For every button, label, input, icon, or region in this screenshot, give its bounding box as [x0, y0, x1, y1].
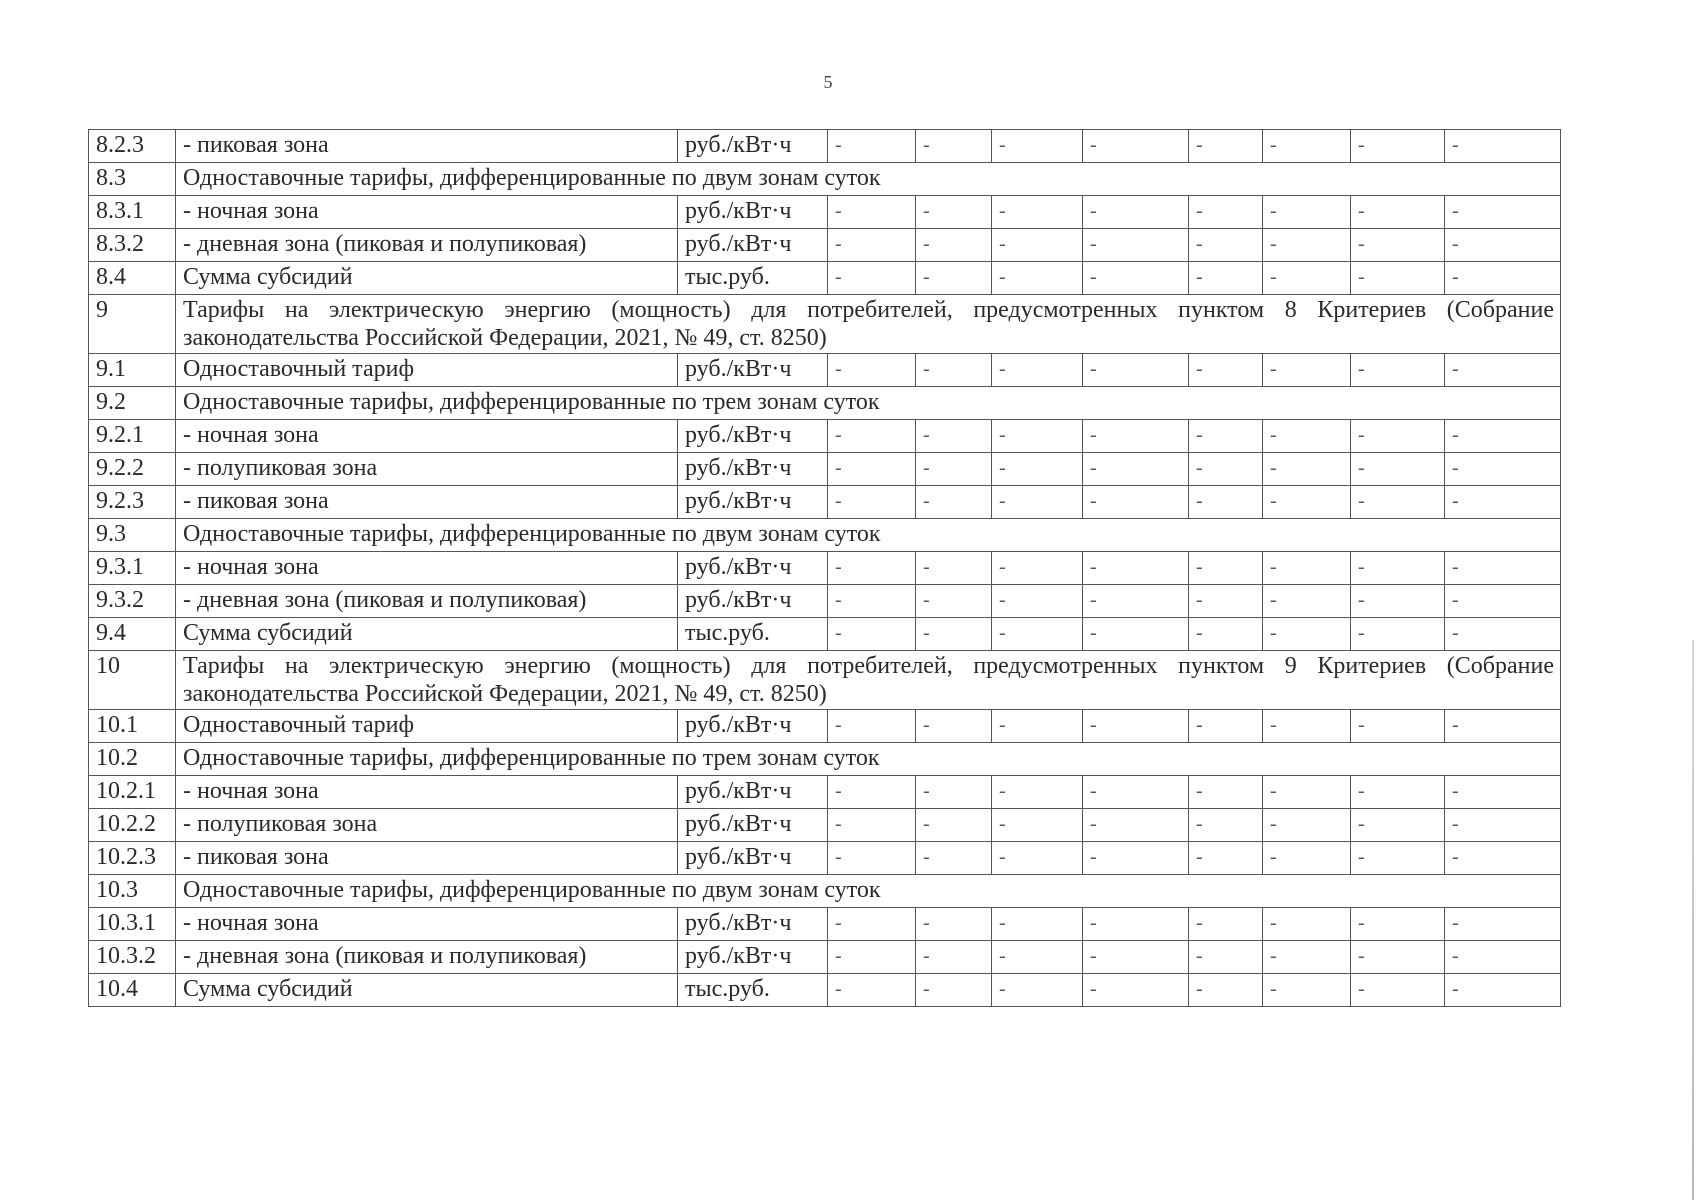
row-code: 10.4	[89, 974, 176, 1007]
table-row	[89, 618, 1561, 651]
row-name: - ночная зона	[176, 196, 678, 229]
value-cell: -	[916, 262, 992, 295]
value-cell: -	[1445, 585, 1561, 618]
row-code: 9.2.2	[89, 453, 176, 486]
table-row	[89, 974, 1561, 1007]
value-cell: -	[828, 908, 916, 941]
row-unit: руб./кВт·ч	[678, 842, 828, 875]
row-code: 10.2.3	[89, 842, 176, 875]
value-cell: -	[1083, 229, 1189, 262]
value-cell: -	[828, 585, 916, 618]
section-title: Одноставочные тарифы, дифференцированные по трем зонам суток	[176, 387, 1561, 420]
value-cell: -	[1083, 618, 1189, 651]
value-cell: -	[828, 130, 916, 163]
row-code: 9.1	[89, 354, 176, 387]
scan-edge-shadow	[1692, 640, 1694, 1200]
value-cell: -	[916, 196, 992, 229]
row-name: - пиковая зона	[176, 842, 678, 875]
value-cell: -	[1083, 262, 1189, 295]
section-title: Тарифы на электрическую энергию (мощность) для потребителей, предусмотренных пунктом 8 Критериев (Собрание законодательства Российской Федерации, 2021, № 49, ст. 8250)	[176, 295, 1561, 354]
row-code: 10.3	[89, 875, 176, 908]
table-row	[89, 130, 1561, 163]
value-cell: -	[1263, 941, 1351, 974]
value-cell: -	[1083, 196, 1189, 229]
row-name: Одноставочный тариф	[176, 354, 678, 387]
value-cell: -	[1351, 941, 1445, 974]
value-cell: -	[1189, 710, 1263, 743]
row-unit: руб./кВт·ч	[678, 585, 828, 618]
value-cell: -	[1263, 974, 1351, 1007]
value-cell: -	[1445, 262, 1561, 295]
value-cell: -	[916, 552, 992, 585]
value-cell: -	[1445, 229, 1561, 262]
value-cell: -	[828, 453, 916, 486]
value-cell: -	[992, 585, 1083, 618]
value-cell: -	[1189, 776, 1263, 809]
table-row	[89, 908, 1561, 941]
row-code: 9.3	[89, 519, 176, 552]
value-cell: -	[1263, 196, 1351, 229]
row-code: 10.2.1	[89, 776, 176, 809]
value-cell: -	[1263, 229, 1351, 262]
value-cell: -	[1351, 130, 1445, 163]
value-cell: -	[1189, 974, 1263, 1007]
value-cell: -	[1351, 552, 1445, 585]
row-name: - пиковая зона	[176, 486, 678, 519]
value-cell: -	[1263, 130, 1351, 163]
row-unit: руб./кВт·ч	[678, 130, 828, 163]
value-cell: -	[1263, 618, 1351, 651]
value-cell: -	[1189, 809, 1263, 842]
value-cell: -	[992, 453, 1083, 486]
value-cell: -	[1351, 229, 1445, 262]
section-title: Тарифы на электрическую энергию (мощность) для потребителей, предусмотренных пунктом 9 Критериев (Собрание законодательства Российской Федерации, 2021, № 49, ст. 8250)	[176, 651, 1561, 710]
table-section-row	[89, 519, 1561, 552]
row-unit: тыс.руб.	[678, 262, 828, 295]
table-row	[89, 552, 1561, 585]
value-cell: -	[1445, 941, 1561, 974]
row-unit: руб./кВт·ч	[678, 453, 828, 486]
value-cell: -	[1351, 354, 1445, 387]
table-row	[89, 941, 1561, 974]
value-cell: -	[1083, 486, 1189, 519]
value-cell: -	[1445, 710, 1561, 743]
value-cell: -	[1263, 776, 1351, 809]
row-name: - дневная зона (пиковая и полупиковая)	[176, 229, 678, 262]
row-code: 8.3.2	[89, 229, 176, 262]
value-cell: -	[1189, 941, 1263, 974]
value-cell: -	[1351, 974, 1445, 1007]
value-cell: -	[828, 486, 916, 519]
value-cell: -	[828, 354, 916, 387]
value-cell: -	[1083, 420, 1189, 453]
value-cell: -	[1263, 842, 1351, 875]
row-code: 9.3.1	[89, 552, 176, 585]
row-unit: руб./кВт·ч	[678, 710, 828, 743]
value-cell: -	[1263, 453, 1351, 486]
section-title: Одноставочные тарифы, дифференцированные по трем зонам суток	[176, 743, 1561, 776]
row-name: Одноставочный тариф	[176, 710, 678, 743]
row-code: 9.2	[89, 387, 176, 420]
value-cell: -	[828, 552, 916, 585]
row-unit: руб./кВт·ч	[678, 354, 828, 387]
value-cell: -	[1445, 552, 1561, 585]
value-cell: -	[1083, 974, 1189, 1007]
row-code: 8.3	[89, 163, 176, 196]
value-cell: -	[1445, 842, 1561, 875]
row-name: Сумма субсидий	[176, 262, 678, 295]
table-row	[89, 842, 1561, 875]
value-cell: -	[1083, 908, 1189, 941]
value-cell: -	[916, 585, 992, 618]
value-cell: -	[992, 486, 1083, 519]
value-cell: -	[992, 196, 1083, 229]
row-name: - ночная зона	[176, 420, 678, 453]
value-cell: -	[1445, 809, 1561, 842]
value-cell: -	[1263, 809, 1351, 842]
row-code: 10	[89, 651, 176, 710]
tariff-table-body	[89, 130, 1561, 1007]
row-code: 10.3.2	[89, 941, 176, 974]
value-cell: -	[1351, 585, 1445, 618]
value-cell: -	[1351, 453, 1445, 486]
value-cell: -	[916, 453, 992, 486]
value-cell: -	[828, 974, 916, 1007]
value-cell: -	[1445, 974, 1561, 1007]
value-cell: -	[1445, 453, 1561, 486]
row-name: - дневная зона (пиковая и полупиковая)	[176, 585, 678, 618]
table-row	[89, 420, 1561, 453]
row-name: - полупиковая зона	[176, 809, 678, 842]
section-title: Одноставочные тарифы, дифференцированные по двум зонам суток	[176, 163, 1561, 196]
value-cell: -	[1189, 618, 1263, 651]
value-cell: -	[828, 776, 916, 809]
value-cell: -	[1263, 552, 1351, 585]
row-unit: руб./кВт·ч	[678, 908, 828, 941]
table-row	[89, 453, 1561, 486]
value-cell: -	[992, 842, 1083, 875]
value-cell: -	[828, 710, 916, 743]
value-cell: -	[1351, 420, 1445, 453]
table-row	[89, 196, 1561, 229]
table-row	[89, 776, 1561, 809]
row-unit: тыс.руб.	[678, 618, 828, 651]
value-cell: -	[916, 776, 992, 809]
row-code: 8.4	[89, 262, 176, 295]
value-cell: -	[916, 941, 992, 974]
value-cell: -	[1083, 710, 1189, 743]
value-cell: -	[992, 262, 1083, 295]
tariff-table	[88, 129, 1561, 1007]
row-name: Сумма субсидий	[176, 618, 678, 651]
value-cell: -	[1189, 229, 1263, 262]
value-cell: -	[992, 618, 1083, 651]
value-cell: -	[1189, 486, 1263, 519]
table-section-row	[89, 387, 1561, 420]
value-cell: -	[1263, 486, 1351, 519]
row-unit: тыс.руб.	[678, 974, 828, 1007]
row-unit: руб./кВт·ч	[678, 196, 828, 229]
value-cell: -	[828, 196, 916, 229]
value-cell: -	[1445, 618, 1561, 651]
value-cell: -	[916, 354, 992, 387]
table-section-row	[89, 875, 1561, 908]
value-cell: -	[992, 552, 1083, 585]
value-cell: -	[992, 710, 1083, 743]
value-cell: -	[1189, 130, 1263, 163]
row-name: Сумма субсидий	[176, 974, 678, 1007]
row-unit: руб./кВт·ч	[678, 552, 828, 585]
value-cell: -	[992, 974, 1083, 1007]
value-cell: -	[1351, 809, 1445, 842]
value-cell: -	[1083, 552, 1189, 585]
value-cell: -	[1083, 809, 1189, 842]
table-row	[89, 809, 1561, 842]
section-title: Одноставочные тарифы, дифференцированные по двум зонам суток	[176, 875, 1561, 908]
value-cell: -	[828, 262, 916, 295]
value-cell: -	[1189, 196, 1263, 229]
value-cell: -	[1445, 776, 1561, 809]
table-row	[89, 486, 1561, 519]
value-cell: -	[1263, 420, 1351, 453]
table-row	[89, 262, 1561, 295]
value-cell: -	[992, 354, 1083, 387]
value-cell: -	[1263, 585, 1351, 618]
table-section-row	[89, 651, 1561, 710]
row-name: - полупиковая зона	[176, 453, 678, 486]
value-cell: -	[828, 809, 916, 842]
row-code: 10.2	[89, 743, 176, 776]
row-name: - ночная зона	[176, 776, 678, 809]
value-cell: -	[1263, 262, 1351, 295]
row-unit: руб./кВт·ч	[678, 420, 828, 453]
value-cell: -	[916, 618, 992, 651]
value-cell: -	[1189, 585, 1263, 618]
row-code: 9.4	[89, 618, 176, 651]
value-cell: -	[992, 941, 1083, 974]
row-code: 10.2.2	[89, 809, 176, 842]
value-cell: -	[1445, 354, 1561, 387]
value-cell: -	[916, 809, 992, 842]
value-cell: -	[828, 618, 916, 651]
row-code: 8.3.1	[89, 196, 176, 229]
value-cell: -	[1083, 585, 1189, 618]
value-cell: -	[1351, 486, 1445, 519]
value-cell: -	[1351, 776, 1445, 809]
value-cell: -	[828, 420, 916, 453]
table-section-row	[89, 743, 1561, 776]
value-cell: -	[1351, 262, 1445, 295]
value-cell: -	[1445, 130, 1561, 163]
table-row	[89, 229, 1561, 262]
value-cell: -	[828, 229, 916, 262]
row-code: 9.3.2	[89, 585, 176, 618]
value-cell: -	[1189, 420, 1263, 453]
value-cell: -	[828, 941, 916, 974]
row-unit: руб./кВт·ч	[678, 229, 828, 262]
table-row	[89, 585, 1561, 618]
value-cell: -	[1189, 354, 1263, 387]
row-unit: руб./кВт·ч	[678, 486, 828, 519]
value-cell: -	[828, 842, 916, 875]
value-cell: -	[992, 229, 1083, 262]
value-cell: -	[992, 809, 1083, 842]
value-cell: -	[1445, 420, 1561, 453]
value-cell: -	[992, 130, 1083, 163]
value-cell: -	[1083, 776, 1189, 809]
table-section-row	[89, 295, 1561, 354]
value-cell: -	[916, 974, 992, 1007]
row-code: 9.2.3	[89, 486, 176, 519]
value-cell: -	[992, 420, 1083, 453]
value-cell: -	[916, 130, 992, 163]
row-name: - ночная зона	[176, 908, 678, 941]
row-code: 9.2.1	[89, 420, 176, 453]
value-cell: -	[916, 842, 992, 875]
row-code: 10.3.1	[89, 908, 176, 941]
value-cell: -	[1083, 453, 1189, 486]
page-number: 5	[823, 72, 833, 92]
value-cell: -	[1351, 196, 1445, 229]
row-unit: руб./кВт·ч	[678, 941, 828, 974]
value-cell: -	[1083, 130, 1189, 163]
value-cell: -	[1351, 710, 1445, 743]
value-cell: -	[1263, 354, 1351, 387]
value-cell: -	[1445, 486, 1561, 519]
value-cell: -	[1351, 842, 1445, 875]
row-name: - пиковая зона	[176, 130, 678, 163]
row-name: - ночная зона	[176, 552, 678, 585]
value-cell: -	[1083, 354, 1189, 387]
value-cell: -	[992, 776, 1083, 809]
value-cell: -	[1263, 908, 1351, 941]
value-cell: -	[992, 908, 1083, 941]
value-cell: -	[916, 229, 992, 262]
value-cell: -	[1189, 262, 1263, 295]
table-section-row	[89, 163, 1561, 196]
table-row	[89, 354, 1561, 387]
section-title: Одноставочные тарифы, дифференцированные по двум зонам суток	[176, 519, 1561, 552]
value-cell: -	[1351, 908, 1445, 941]
value-cell: -	[1189, 908, 1263, 941]
row-unit: руб./кВт·ч	[678, 809, 828, 842]
value-cell: -	[1083, 941, 1189, 974]
value-cell: -	[916, 710, 992, 743]
row-code: 8.2.3	[89, 130, 176, 163]
table-row	[89, 710, 1561, 743]
value-cell: -	[1083, 842, 1189, 875]
value-cell: -	[1445, 196, 1561, 229]
row-name: - дневная зона (пиковая и полупиковая)	[176, 941, 678, 974]
row-code: 9	[89, 295, 176, 354]
value-cell: -	[1351, 618, 1445, 651]
row-code: 10.1	[89, 710, 176, 743]
value-cell: -	[916, 420, 992, 453]
value-cell: -	[1189, 552, 1263, 585]
value-cell: -	[1263, 710, 1351, 743]
value-cell: -	[1189, 453, 1263, 486]
value-cell: -	[1189, 842, 1263, 875]
value-cell: -	[1445, 908, 1561, 941]
row-unit: руб./кВт·ч	[678, 776, 828, 809]
value-cell: -	[916, 486, 992, 519]
value-cell: -	[916, 908, 992, 941]
